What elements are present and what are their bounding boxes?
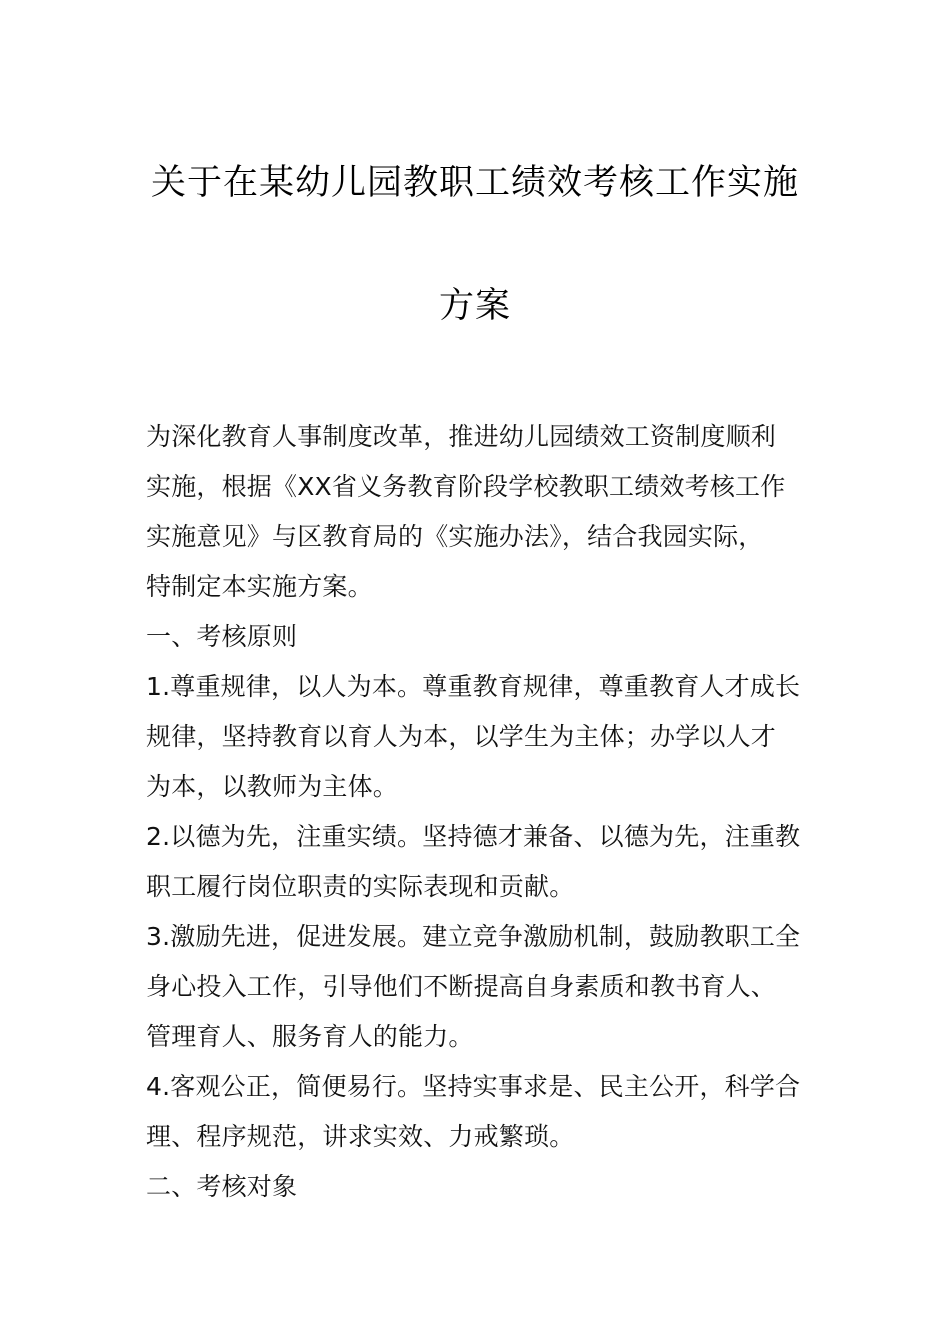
principle-2-paragraph bbox=[146, 812, 808, 912]
intro-line: 为深化教育人事制度改革，推进幼儿园绩效工资制度顺利 bbox=[146, 422, 777, 451]
intro-line: 实施意见》与区教育局的《实施办法》，结合我园实际， bbox=[146, 522, 764, 551]
document-title-line-2: 方案 bbox=[438, 286, 511, 326]
principle-line: 职工履行岗位职责的实际表现和贡献。 bbox=[146, 872, 575, 901]
principle-line: 理、程序规范，讲求实效、力戒繁琐。 bbox=[146, 1122, 575, 1151]
document-title-line-1: 关于在某幼儿园教职工绩效考核工作实施 bbox=[150, 163, 799, 203]
principle-4-paragraph bbox=[146, 1062, 808, 1162]
principle-line: 管理育人、服务育人的能力。 bbox=[146, 1022, 474, 1051]
intro-line: 实施，根据《XX省义务教育阶段学校教职工绩效考核工作 bbox=[146, 472, 786, 501]
intro-line: 特制定本实施方案。 bbox=[146, 572, 373, 601]
principle-line: 3.激励先进，促进发展。建立竞争激励机制，鼓励教职工全 bbox=[146, 922, 801, 951]
section-heading-targets: 二、考核对象 bbox=[146, 1172, 298, 1201]
intro-paragraph bbox=[146, 412, 808, 612]
principle-line: 为本，以教师为主体。 bbox=[146, 772, 399, 801]
principle-1-paragraph bbox=[146, 662, 808, 812]
principle-line: 规律，坚持教育以育人为本，以学生为主体；办学以人才 bbox=[146, 722, 777, 751]
principle-line: 身心投入工作，引导他们不断提高自身素质和教书育人、 bbox=[146, 972, 777, 1001]
section-heading-principles: 一、考核原则 bbox=[146, 622, 298, 651]
principle-3-paragraph bbox=[146, 912, 808, 1062]
principle-line: 1.尊重规律，以人为本。尊重教育规律，尊重教育人才成长 bbox=[146, 672, 801, 701]
document-body bbox=[146, 412, 808, 1212]
principle-line: 2.以德为先，注重实绩。坚持德才兼备、以德为先，注重教 bbox=[146, 822, 801, 851]
principle-line: 4.客观公正，简便易行。坚持实事求是、民主公开，科学合 bbox=[146, 1072, 801, 1101]
